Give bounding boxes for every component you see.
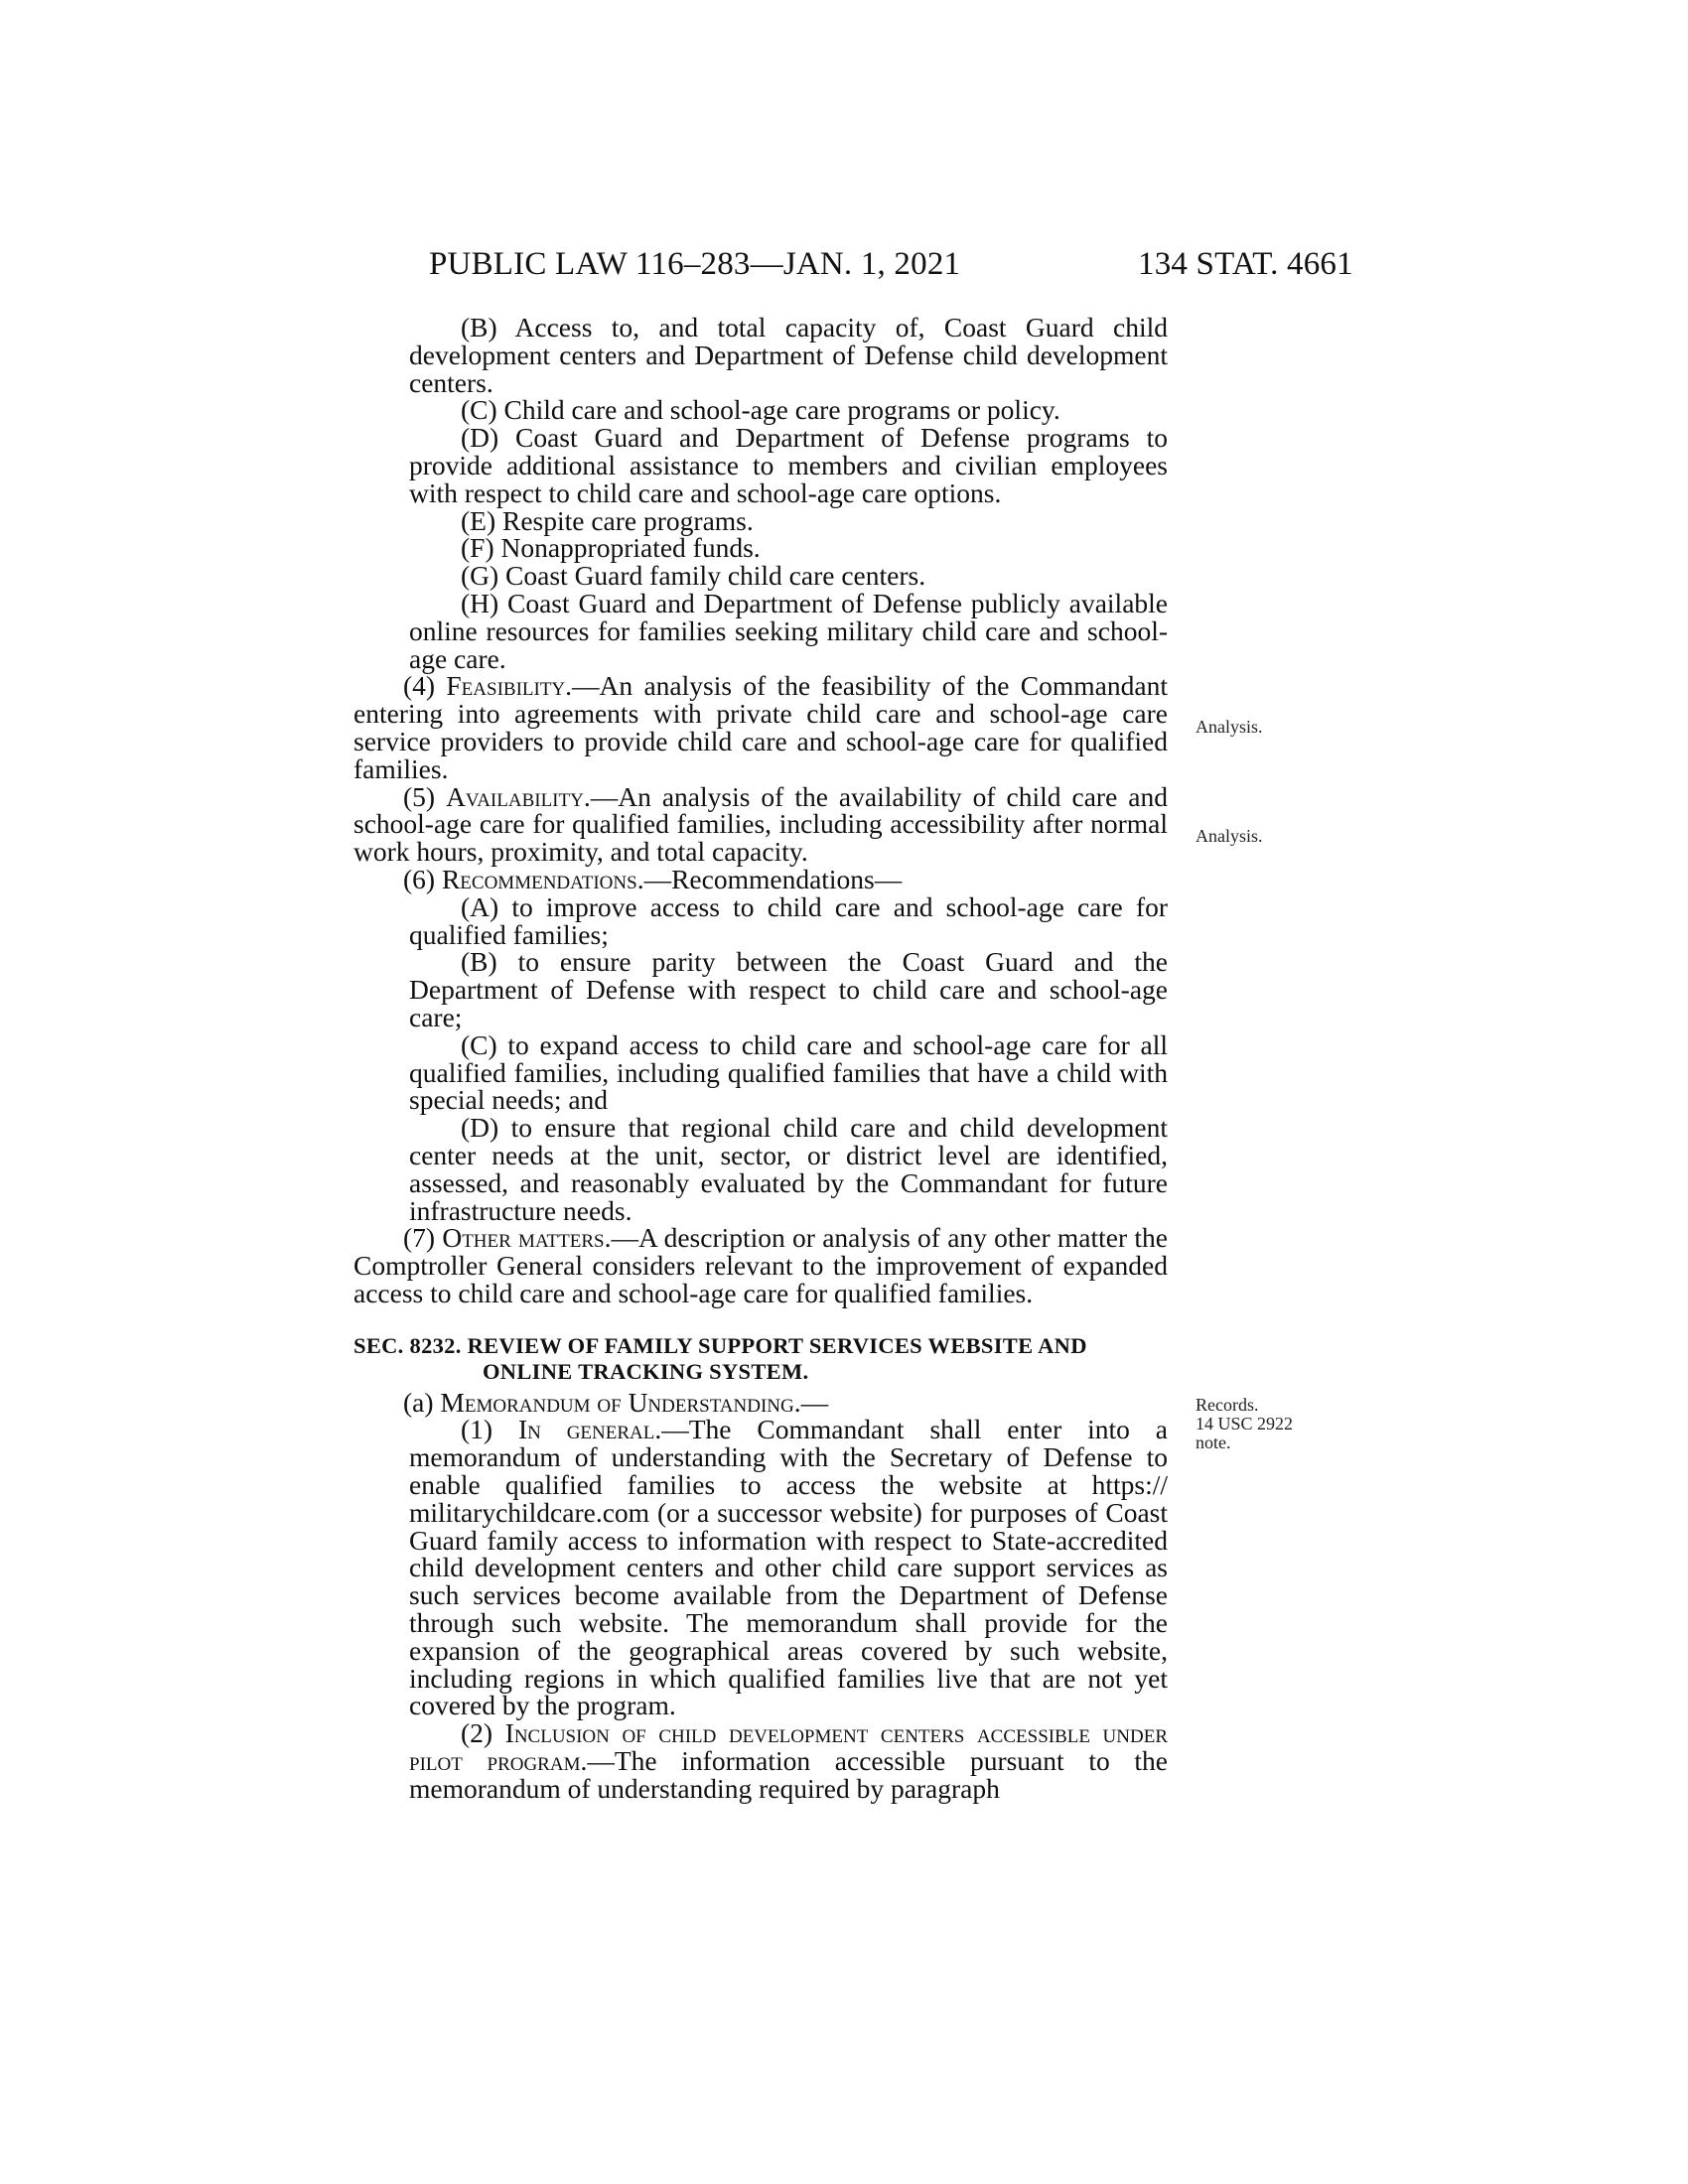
paragraph-heading: Other matters: [442, 1222, 605, 1254]
margin-note-note: note.: [1196, 1433, 1231, 1452]
subparagraph-C: (C) Child care and school-age care programs or policy.: [461, 394, 1060, 426]
subsection-a-paragraph-2: (2) Inclusion of child development centers accessible under pilot program.—The information accessible pursuant to the memorandum of understanding required by paragraph: [409, 1717, 1168, 1804]
paragraph-heading: Inclusion of child development centers accessible under pilot program: [409, 1717, 1168, 1777]
subparagraph-E: (E) Respite care programs.: [461, 504, 754, 536]
section-heading: [353, 1333, 1168, 1385]
paragraph-4-feasibility: (4) Feasibility.—An analysis of the feasibility of the Commandant entering into agreements with private child care and school-age care service providers to provide child care and school-age care for qualified families.: [353, 670, 1168, 784]
paragraph-heading: Availability: [446, 780, 584, 812]
margin-note-analysis: Analysis.: [1196, 826, 1263, 846]
subparagraph-F: (F) Nonappropriated funds.: [461, 532, 761, 564]
paragraph-7-other-matters: (7) Other matters.—A description or analysis of any other matter the Comptroller General considers relevant to the improvement of expanded access to child care and school-age care for qualified families.: [353, 1222, 1168, 1308]
recommendation-B: (B) to ensure parity between the Coast Guard and the Department of Defense with respect to child care and school-age care;: [409, 946, 1168, 1032]
running-header-right: 134 STAT. 4661: [1138, 246, 1353, 282]
subsection-a-heading: (a) Memorandum of Understanding.—: [403, 1386, 829, 1418]
margin-note-usc: 14 USC 2922: [1196, 1414, 1294, 1433]
recommendation-D: (D) to ensure that regional child care and child development center needs at the unit, sector, or district level are identified, assessed, and reasonably evaluated by the Commandant for future infrastructure needs.: [409, 1112, 1168, 1226]
paragraph-heading: Feasibility: [446, 670, 566, 702]
paragraph-6-recommendations: (6) Recommendations.—Recommendations—: [403, 863, 903, 894]
subsection-a-paragraph-1: (1) In general.—The Commandant shall enter into a memorandum of understanding with the Secretary of Defense to enable qualified families to access the website at https:// militarychildcare.com (or a successor website) for purposes of Coast Guard family access to information with respect to State-accredited child development centers and other child care support services as such services become available from the Department of Defense through such website. The memorandum shall provide for the expansion of the geographical areas covered by such website, including regions in which qualified families live that are not yet covered by the program.: [409, 1414, 1168, 1721]
subparagraph-H: (H) Coast Guard and Department of Defense publicly available online resources for families seeking military child care and school-age care.: [409, 587, 1168, 674]
subparagraph-B: (B) Access to, and total capacity of, Coast Guard child development centers and Department of Defense child development centers.: [409, 312, 1168, 398]
subsection-heading: Memorandum of Understanding: [440, 1386, 794, 1418]
running-header-left: PUBLIC LAW 116–283—JAN. 1, 2021: [429, 246, 961, 282]
margin-note-analysis: Analysis.: [1196, 717, 1263, 737]
margin-note-records: Records.: [1196, 1395, 1259, 1415]
paragraph-5-availability: (5) Availability.—An analysis of the availability of child care and school-age care for qualified families, including accessibility after normal work hours, proximity, and total capacity.: [353, 780, 1168, 868]
subparagraph-G: (G) Coast Guard family child care centers.: [461, 560, 926, 592]
recommendation-A: (A) to improve access to child care and school-age care for qualified families;: [409, 890, 1168, 950]
recommendation-C: (C) to expand access to child care and school-age care for all qualified families, including qualified families that have a child with special needs; and: [409, 1028, 1168, 1116]
section-number: SEC. 8232.: [353, 1332, 462, 1358]
subparagraph-D: (D) Coast Guard and Department of Defense programs to provide additional assistance to members and civilian employees with respect to child care and school-age care options.: [409, 422, 1168, 508]
paragraph-heading: Recommendations: [441, 863, 637, 894]
paragraph-heading: In general: [517, 1414, 655, 1445]
body-text: [353, 314, 1168, 1803]
section-title: REVIEW OF FAMILY SUPPORT SERVICES WEBSITE AND ONLINE TRACKING SYSTEM.: [467, 1332, 1087, 1384]
